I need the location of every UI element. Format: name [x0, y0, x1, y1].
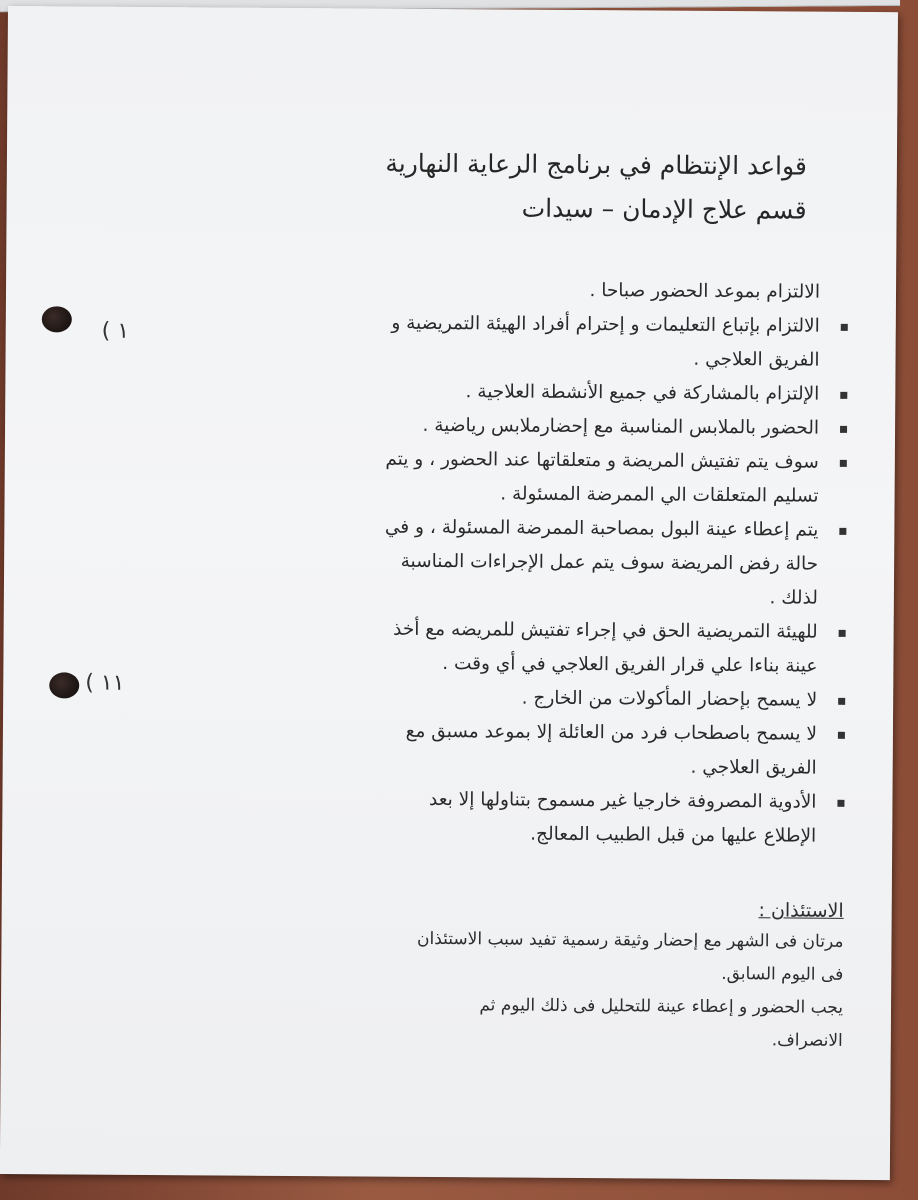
rule-text-line: حالة رفض المريضة سوف يتم عمل الإجراءات المناسبة: [400, 550, 819, 575]
rule-item: [65, 718, 845, 779]
rule-text-line: للهيئة التمريضية الحق في إجراء تفتيش للمريضه مع أخذ: [393, 618, 818, 643]
rule-text-line: يتم إعطاء عينة البول بمصاحبة الممرضة المسئولة ، و في: [384, 516, 819, 541]
bullet-marker: [838, 732, 845, 739]
rule-item: [65, 684, 845, 711]
rule-text-line: الحضور بالملابس المناسبة مع إحضارملابس رياضية .: [422, 414, 820, 439]
rule-text-line: سوف يتم تفتيش المريضة و متعلقاتها عند الحضور ، و يتم: [385, 448, 819, 473]
permission-text: [63, 926, 844, 1050]
rule-text-line: الإلتزام بالمشاركة في جميع الأنشطة العلاجية .: [465, 381, 820, 405]
document-title: قواعد الإنتظام في برنامج الرعاية النهارية: [385, 148, 808, 181]
bullet-marker: [841, 324, 848, 331]
rule-text-line: الأدوية المصروفة خارجيا غير مسموح بتناولها إلا بعد: [428, 788, 817, 813]
rule-item: [65, 616, 845, 677]
bullet-marker: [839, 528, 846, 535]
rules-list: [64, 276, 848, 859]
bullet-marker: [837, 800, 844, 807]
permission-text-line: يجب الحضور و إعطاء عينة للتحليل فى ذلك اليوم ثم: [479, 995, 844, 1018]
rule-item: [67, 412, 847, 439]
bullet-marker: [840, 392, 847, 399]
rule-text-line: الالتزام بإتباع التعليمات و إحترام أفراد الهيئة التمريضية و: [391, 312, 820, 337]
bullet-marker: [838, 698, 845, 705]
rule-item: [67, 446, 847, 507]
rule-text-line: الإطلاع عليها من قبل الطبيب المعالج.: [530, 823, 817, 847]
rule-text-line: الفريق العلاجي .: [690, 756, 817, 779]
rule-text-line: تسليم المتعلقات الي الممرضة المسئولة .: [500, 483, 819, 507]
permission-text-line: الانصراف.: [771, 1030, 843, 1051]
bullet-marker: [840, 426, 847, 433]
bullet-marker: [839, 630, 846, 637]
rule-item: [66, 514, 847, 609]
rule-text-line: لا يسمح باصطحاب فرد من العائلة إلا بموعد مسبق مع: [405, 720, 818, 745]
bullet-marker: [840, 460, 847, 467]
rule-text-line: الالتزام بموعد الحضور صباحا .: [589, 280, 821, 303]
rule-item: [67, 276, 848, 371]
document-page: [0, 6, 898, 1180]
rule-item: [64, 786, 844, 847]
permission-text-line: مرتان فى الشهر مع إحضار وثيقة رسمية تفيد سبب الاستئذان: [416, 928, 844, 952]
rule-item: [67, 378, 847, 405]
permission-heading: الاستئذان :: [758, 899, 844, 922]
rule-text-line: لذلك .: [769, 587, 818, 609]
permission-section: [63, 894, 844, 1063]
rule-text-line: لا يسمح بإحضار المأكولات من الخارج .: [521, 687, 818, 711]
handwritten-mark-2: ( ١١: [85, 670, 125, 696]
rule-text-line: الفريق العلاجي .: [693, 348, 820, 371]
rule-text-line: عينة بناءا علي قرار الفريق العلاجي في أي وقت .: [442, 653, 818, 677]
handwritten-mark-1: ( ١: [101, 318, 130, 344]
permission-text-line: فى اليوم السابق.: [721, 964, 844, 985]
document-subtitle: قسم علاج الإدمان – سيدات: [521, 193, 807, 225]
